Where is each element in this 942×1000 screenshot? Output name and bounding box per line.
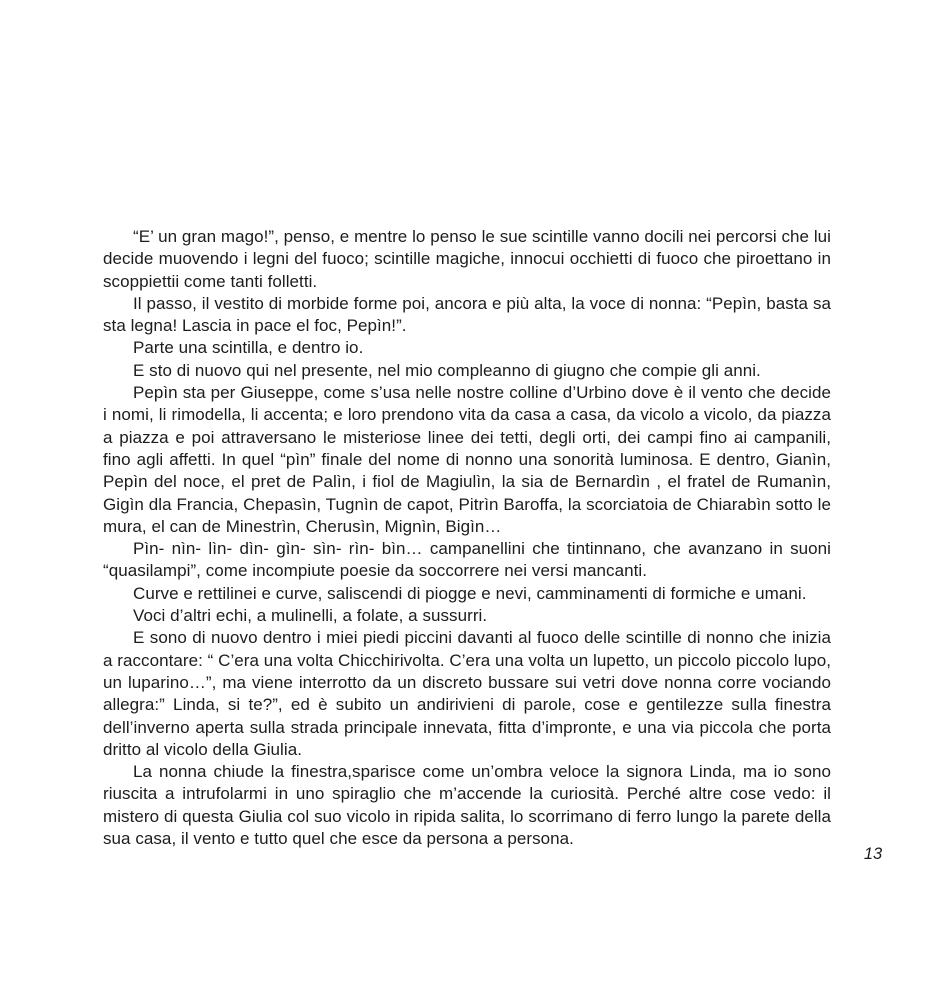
page-number: 13 <box>863 845 883 863</box>
paragraph-5: Pepìn sta per Giuseppe, come s’usa nelle nostre colline d’Urbino dove è il vento che decide i nomi, li rimodella, li accenta; e loro prendono vita da casa a casa, da vicolo a vicolo, da piazza a piazza e poi attraversano le misteriose linee dei tetti, degli orti, dei campi fino ai campanili, fino agli affetti. In quel “pìn” finale del nome di nonno una sonorità luminosa. E dentro, Gianìn, Pepìn del noce, el pret de Palìn, i fiol de Magiulìn, la sia de Bernardìn , el fratel de Rumanìn, Gigìn dla Francia, Chepasìn, Tugnìn de capot, Pitrìn Baroffa, la scorciatoia de Chiarabìn sotto le mura, el can de Minestrìn, Cherusìn, Mignìn, Bigìn… <box>103 383 831 536</box>
paragraph-10: La nonna chiude la finestra,sparisce come un’ombra veloce la signora Linda, ma io sono riuscita a intrufolarmi in uno spiraglio che m’accende la curiosità. Perché altre cose vedo: il mistero di questa Giulia col suo vicolo in ripida salita, lo scorrimano di ferro lungo la parete della sua casa, il vento e tutto quel che esce da persona a persona. <box>103 762 831 849</box>
paragraph-2: Il passo, il vestito di morbide forme poi, ancora e più alta, la voce di nonna: “Pepìn, basta sa sta legna! Lascia in pace el foc, Pepìn!”. <box>103 293 831 336</box>
paragraph-3: Parte una scintilla, e dentro io. <box>133 338 364 358</box>
paragraph-7: Curve e rettilinei e curve, saliscendi di piogge e nevi, camminamenti di formiche e umani. <box>133 583 807 603</box>
paragraph-8: Voci d’altri echi, a mulinelli, a folate, a sussurri. <box>133 606 488 626</box>
paragraph-4: E sto di nuovo qui nel presente, nel mio compleanno di giugno che compie gli anni. <box>133 360 761 380</box>
paragraph-9: E sono di nuovo dentro i miei piedi piccini davanti al fuoco delle scintille di nonno che inizia a raccontare: “ C’era una volta Chicchirivolta. C’era una volta un lupetto, un piccolo piccolo lupo, un luparino…”, ma viene interrotto da un discreto bussare sui vetri dove nonna corre vociando allegra:” Linda, si te?”, ed è subito un andirivieni di parole, cose e gentilezze sulla finestra dell’inverno aperta sulla strada principale innevata, fitta d’impronte, e una via piccola che porta dritto al vicolo della Giulia. <box>103 628 831 759</box>
body-text <box>103 226 831 850</box>
paragraph-1: “E’ un gran mago!”, penso, e mentre lo penso le sue scintille vanno docili nei percorsi che lui decide muovendo i legni del fuoco; scintille magiche, innocui occhietti di fuoco che piroettano in scoppiettii come tanti folletti. <box>103 227 831 291</box>
paragraph-6: Pìn- nìn- lìn- dìn- gìn- sìn- rìn- bìn… campanellini che tintinnano, che avanzano in suoni “quasilampi”, come incompiute poesie da soccorrere nei versi mancanti. <box>103 539 831 581</box>
